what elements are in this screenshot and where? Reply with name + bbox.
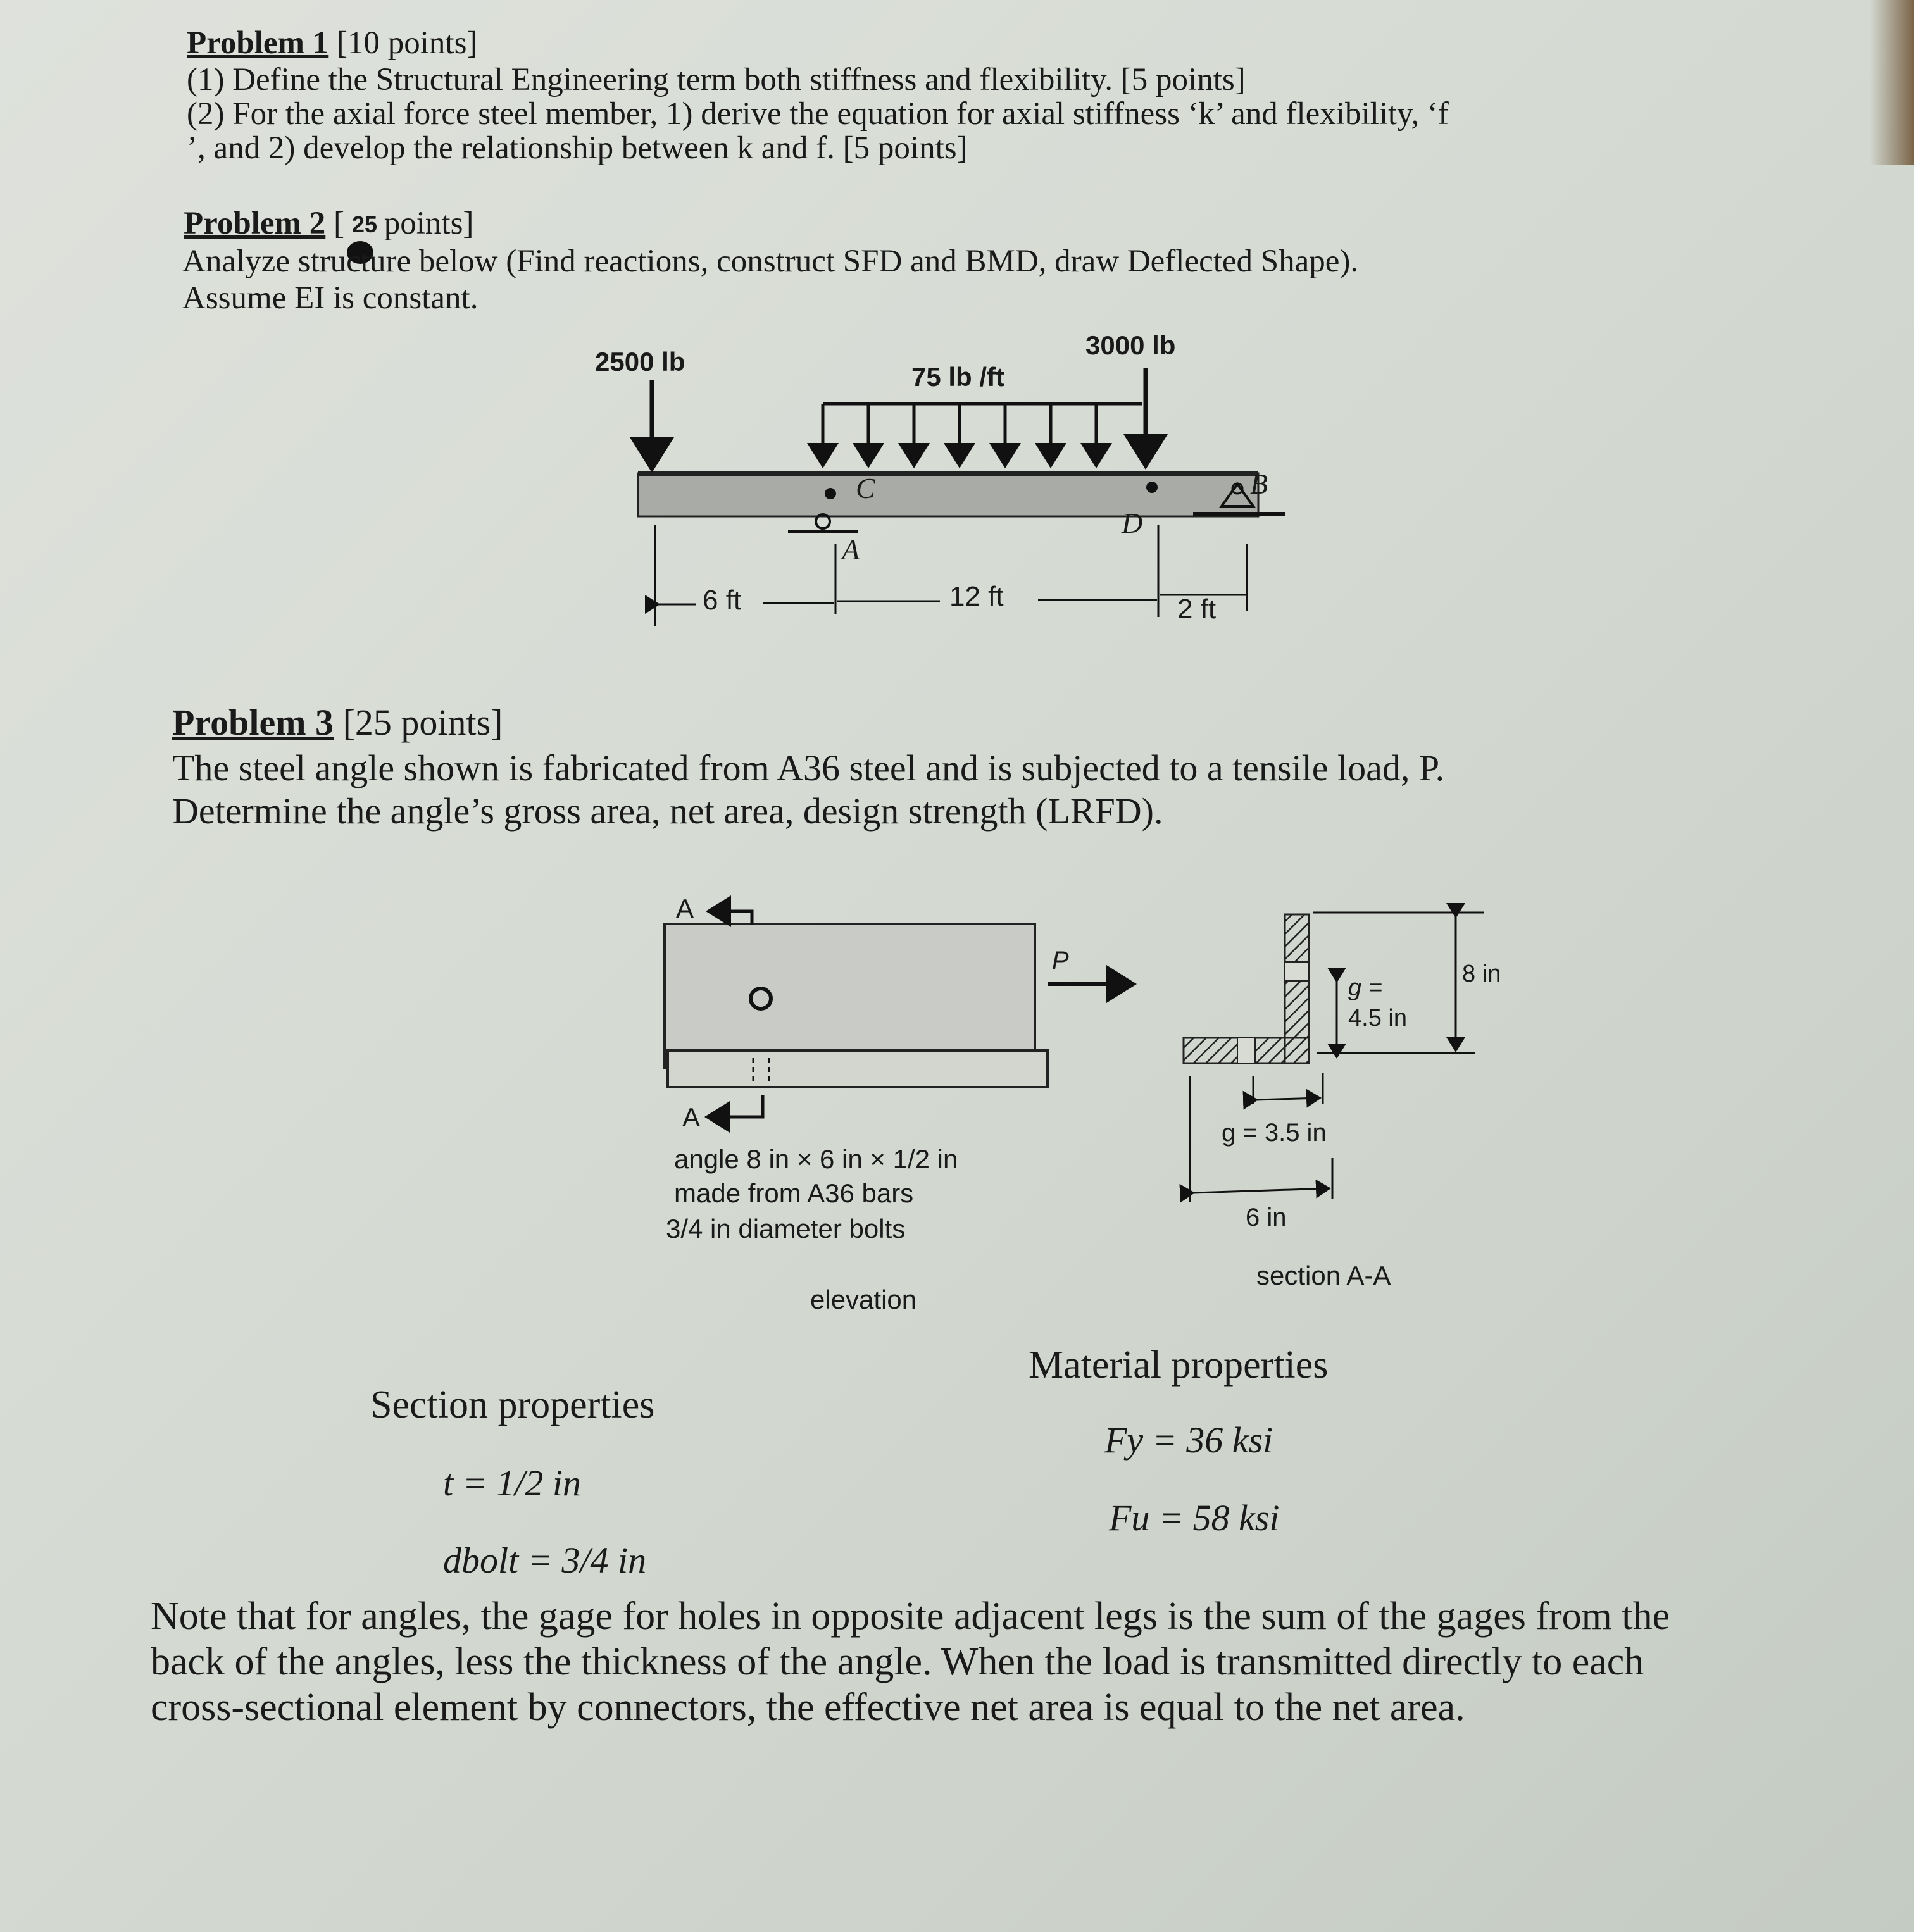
section-label-bottom: A [682, 1102, 701, 1132]
label-6-in: 6 in [1246, 1204, 1287, 1231]
problem1-line2: (2) For the axial force steel member, 1) derive the equation for axial stiffness ‘k’ and flexibility, ‘f [187, 96, 1449, 132]
elevation-plate [665, 924, 1035, 1068]
thickness-value: t = 1/2 in [443, 1462, 581, 1504]
dim-g-horizontal [1256, 1098, 1320, 1100]
elevation-desc2: made from A36 bars [674, 1178, 914, 1208]
dim-6-ft: 6 ft [703, 585, 742, 616]
problem2-line2: Assume EI is constant. [182, 280, 478, 316]
problem1-heading: Problem 1 [187, 25, 329, 61]
problem3-points: [25 points] [342, 702, 503, 743]
label-d: D [1122, 507, 1143, 539]
problem2-heading: Problem 2 [184, 206, 326, 241]
vertical-leg-hole [1285, 962, 1309, 981]
material-properties-title: Material properties [1029, 1343, 1329, 1387]
label-g-vertical-2: 4.5 in [1348, 1005, 1407, 1031]
problem2-points-close: points] [384, 206, 474, 241]
label-g-vertical-1: g = [1348, 975, 1382, 1001]
problem3-heading: Problem 3 [172, 702, 334, 743]
label-2500-lb: 2500 lb [595, 347, 685, 377]
section-label-top: A [676, 894, 694, 923]
dim-2-ft: 2 ft [1177, 594, 1217, 625]
section-caption: section A-A [1256, 1261, 1391, 1290]
label-p: P [1052, 947, 1069, 975]
label-g-horizontal: g = 3.5 in [1222, 1119, 1327, 1147]
section-properties-title: Section properties [370, 1383, 655, 1426]
problem1-line3: ’, and 2) develop the relationship between k and f. [5 points] [187, 130, 968, 166]
note-line3: cross-sectional element by connectors, the effective net area is equal to the net area. [151, 1686, 1465, 1729]
dim-12-ft: 12 ft [949, 581, 1004, 612]
dim-6-in [1193, 1188, 1329, 1193]
handwritten-points: 25 [352, 211, 378, 237]
horizontal-leg-hole [1237, 1038, 1255, 1063]
label-c: C [856, 472, 875, 504]
fu-value: Fu = 58 ksi [1109, 1497, 1280, 1538]
elevation-caption: elevation [810, 1285, 917, 1314]
elevation-desc3: 3/4 in diameter bolts [666, 1214, 906, 1243]
problem1-line1: (1) Define the Structural Engineering term both stiffness and flexibility. [5 points] [187, 62, 1246, 97]
label-75-lb-ft: 75 lb /ft [911, 362, 1005, 392]
problem3-line2: Determine the angle’s gross area, net area, design strength (LRFD). [172, 790, 1163, 832]
label-3000-lb: 3000 lb [1085, 330, 1176, 360]
bolt-diameter-value: dbolt = 3/4 in [443, 1540, 647, 1581]
label-a: A [842, 533, 860, 566]
note-line1: Note that for angles, the gage for holes in opposite adjacent legs is the sum of the gages from the [151, 1595, 1670, 1638]
label-b: B [1250, 468, 1268, 500]
label-8-in: 8 in [1462, 961, 1501, 987]
problem2-points-open: [ [334, 206, 345, 241]
problem1-points: [10 points] [337, 25, 478, 61]
problem2-line1: Analyze structure below (Find reactions, construct SFD and BMD, draw Deflected Shape). [182, 244, 1359, 279]
section-marker-bottom [731, 1095, 763, 1117]
fy-value: Fy = 36 ksi [1104, 1419, 1273, 1461]
problem3-line1: The steel angle shown is fabricated from A36 steel and is subjected to a tensile load, P. [172, 747, 1445, 788]
note-line2: back of the angles, less the thickness of the angle. When the load is transmitted directly to each [151, 1640, 1644, 1683]
elevation-desc1: angle 8 in × 6 in × 1/2 in [674, 1144, 958, 1174]
elevation-leg [668, 1050, 1048, 1087]
